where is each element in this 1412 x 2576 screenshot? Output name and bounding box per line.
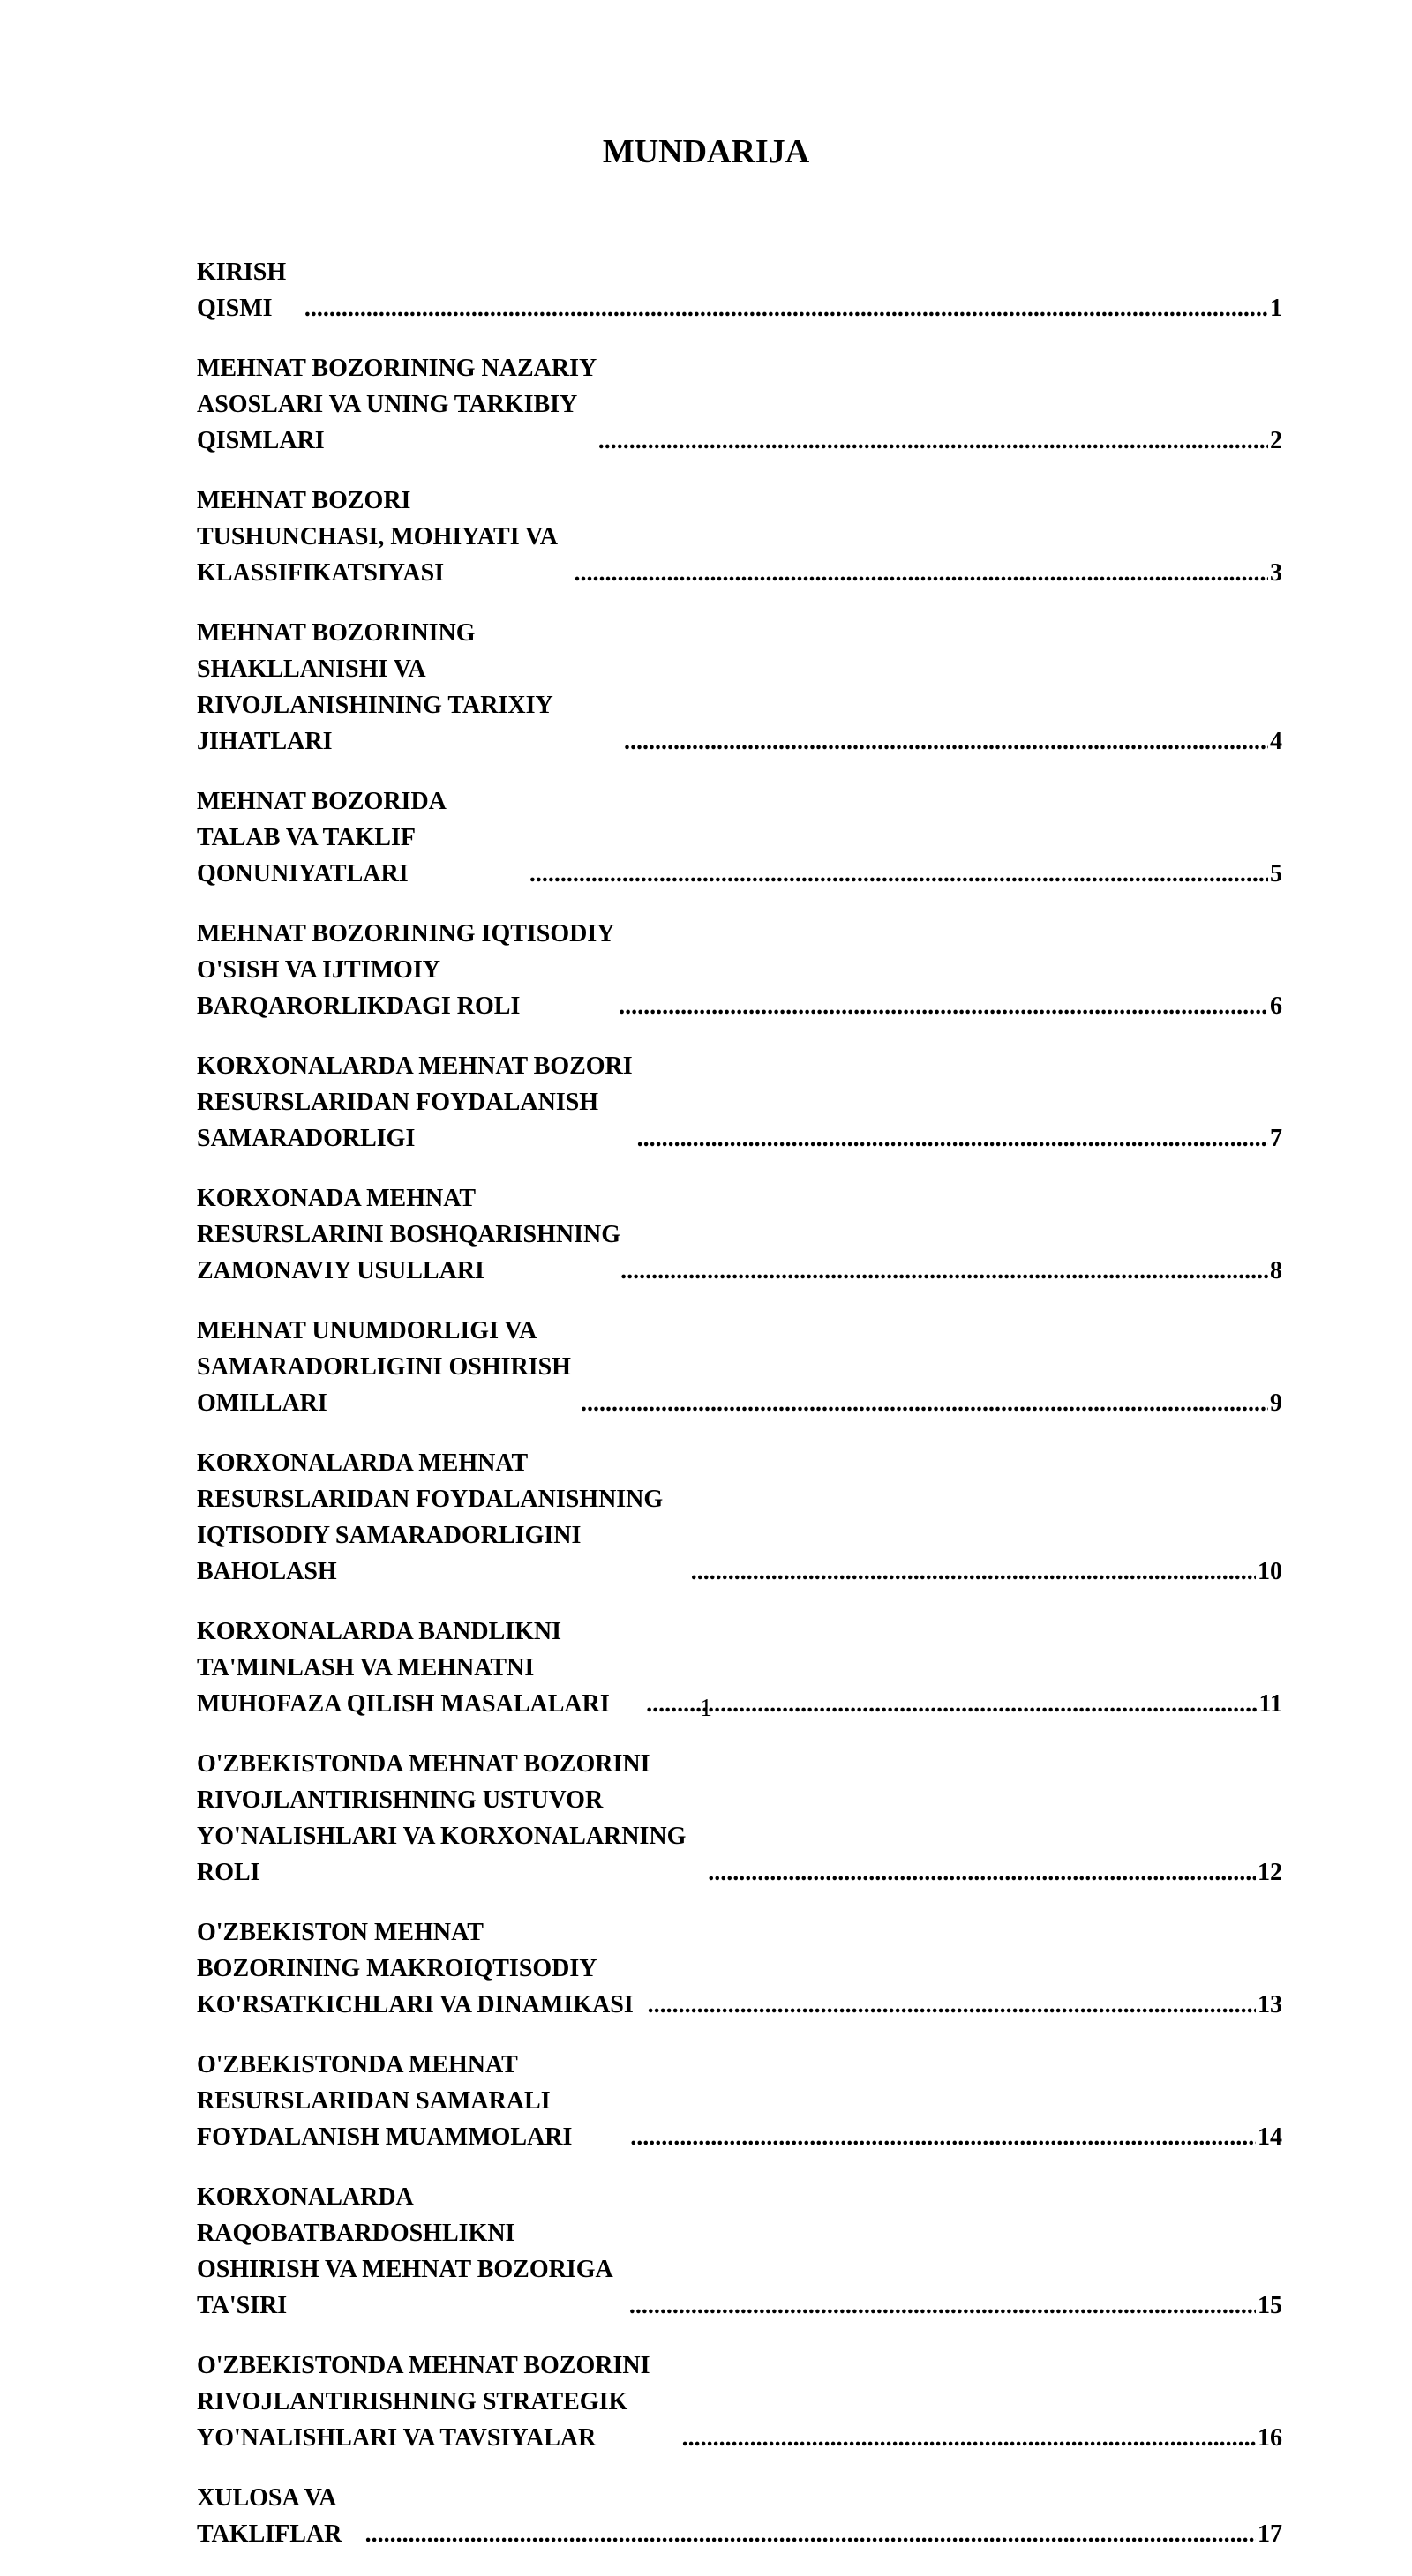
toc-dot-leader xyxy=(629,2288,1256,2324)
toc-dot-leader xyxy=(581,1385,1268,1421)
toc-entry-title: O'ZBEKISTON MEHNAT BOZORINING MAKROIQTISODIY KO'RSATKICHLARI VA DINAMIKASI xyxy=(197,1919,634,2018)
toc-entry-title: O'ZBEKISTONDA MEHNAT BOZORINI RIVOJLANTIRISHNING STRATEGIK YO'NALISHLARI VA TAVSIYALAR xyxy=(197,2352,650,2452)
toc-entry-page: 15 xyxy=(1258,2292,1282,2319)
toc-entry-title: KORXONALARDA RAQOBATBARDOSHLIKNI OSHIRISH VA MEHNAT BOZORIGA TA'SIRI xyxy=(197,2183,612,2319)
toc-entry-title: MEHNAT BOZORINING IQTISODIY O'SISH VA IJTIMOIY BARQARORLIKDAGI ROLI xyxy=(197,920,614,1020)
toc-entry-title: KORXONALARDA MEHNAT BOZORI RESURSLARIDAN FOYDALANISH SAMARADORLIGI xyxy=(197,1052,633,1152)
toc-dot-leader xyxy=(530,856,1268,892)
page-number: 1 xyxy=(700,1695,712,1722)
toc-dot-leader xyxy=(365,2516,1256,2552)
toc-entry[interactable] xyxy=(197,1048,1282,1157)
toc-entry[interactable] xyxy=(197,783,1282,892)
toc-entry-page: 6 xyxy=(1270,992,1282,1020)
toc-entry-page: 1 xyxy=(1270,295,1282,322)
toc-entry[interactable] xyxy=(197,2047,1282,2155)
table-of-contents xyxy=(197,254,1282,2576)
toc-entry-title: MEHNAT BOZORIDA TALAB VA TAKLIF QONUNIYATLARI xyxy=(197,788,446,887)
toc-entry-title: KORXONALARDA BANDLIKNI TA'MINLASH VA MEHNATNI MUHOFAZA QILISH MASALALARI xyxy=(197,1618,610,1718)
toc-entry-title: O'ZBEKISTONDA MEHNAT BOZORINI RIVOJLANTIRISHNING USTUVOR YO'NALISHLARI VA KORXONALARNING ROLI xyxy=(197,1750,687,1886)
toc-entry[interactable] xyxy=(197,1746,1282,1891)
toc-dot-leader xyxy=(304,290,1268,326)
toc-dot-leader xyxy=(682,2420,1256,2456)
toc-entry-page: 11 xyxy=(1258,1690,1282,1718)
toc-entry[interactable] xyxy=(197,350,1282,459)
toc-entry[interactable] xyxy=(197,1313,1282,1421)
toc-entry-page: 16 xyxy=(1258,2424,1282,2452)
toc-entry-page: 4 xyxy=(1270,728,1282,755)
toc-entry[interactable] xyxy=(197,254,1282,326)
toc-entry-page: 8 xyxy=(1270,1257,1282,1284)
toc-entry[interactable] xyxy=(197,916,1282,1024)
toc-entry[interactable] xyxy=(197,483,1282,591)
toc-entry-page: 5 xyxy=(1270,860,1282,887)
toc-entry-page: 10 xyxy=(1258,1558,1282,1585)
toc-dot-leader xyxy=(630,2119,1256,2155)
toc-entry-title: MEHNAT UNUMDORLIGI VA SAMARADORLIGINI OSHIRISH OMILLARI xyxy=(197,1317,571,1417)
toc-entry-page: 12 xyxy=(1258,1859,1282,1886)
toc-entry-title: O'ZBEKISTONDA MEHNAT RESURSLARIDAN SAMARALI FOYDALANISH MUAMMOLARI xyxy=(197,2051,573,2151)
toc-entry-page: 9 xyxy=(1270,1389,1282,1417)
toc-dot-leader xyxy=(624,723,1268,760)
toc-entry-title: KORXONADA MEHNAT RESURSLARINI BOSHQARISHNING ZAMONAVIY USULLARI xyxy=(197,1185,621,1284)
toc-entry[interactable] xyxy=(197,615,1282,760)
toc-entry[interactable] xyxy=(197,2348,1282,2456)
toc-entry-page: 17 xyxy=(1258,2520,1282,2548)
toc-dot-leader xyxy=(691,1554,1256,1590)
toc-entry-title: MEHNAT BOZORI TUSHUNCHASI, MOHIYATI VA KLASSIFIKATSIYASI xyxy=(197,487,557,587)
toc-entry-title: MEHNAT BOZORINING SHAKLLANISHI VA RIVOJLANISHINING TARIXIY JIHATLARI xyxy=(197,619,552,755)
toc-dot-leader xyxy=(619,988,1268,1024)
toc-entry[interactable] xyxy=(197,1445,1282,1590)
toc-entry-title: XULOSA VA TAKLIFLAR xyxy=(197,2484,342,2548)
toc-entry-page: 14 xyxy=(1258,2123,1282,2151)
toc-entry[interactable] xyxy=(197,2179,1282,2324)
toc-dot-leader xyxy=(598,423,1268,459)
toc-dot-leader xyxy=(620,1253,1268,1289)
toc-entry-title: KIRISH QISMI xyxy=(197,258,287,322)
toc-entry-title: KORXONALARDA MEHNAT RESURSLARIDAN FOYDALANISHNING IQTISODIY SAMARADORLIGINI BAHOLASH xyxy=(197,1449,664,1585)
toc-entry[interactable] xyxy=(197,1914,1282,2023)
toc-entry[interactable] xyxy=(197,2480,1282,2552)
toc-dot-leader xyxy=(574,555,1268,591)
toc-entry[interactable] xyxy=(197,1180,1282,1289)
toc-entry-page: 3 xyxy=(1270,559,1282,587)
page-title: MUNDARIJA xyxy=(602,133,810,170)
toc-dot-leader xyxy=(708,1854,1256,1891)
toc-dot-leader xyxy=(637,1120,1268,1157)
toc-entry-page: 7 xyxy=(1269,1125,1282,1152)
toc-dot-leader xyxy=(648,1987,1256,2023)
toc-entry-page: 2 xyxy=(1270,427,1282,454)
toc-entry-page: 13 xyxy=(1258,1991,1282,2018)
toc-entry-title: MEHNAT BOZORINING NAZARIY ASOSLARI VA UNING TARKIBIY QISMLARI xyxy=(197,355,597,454)
